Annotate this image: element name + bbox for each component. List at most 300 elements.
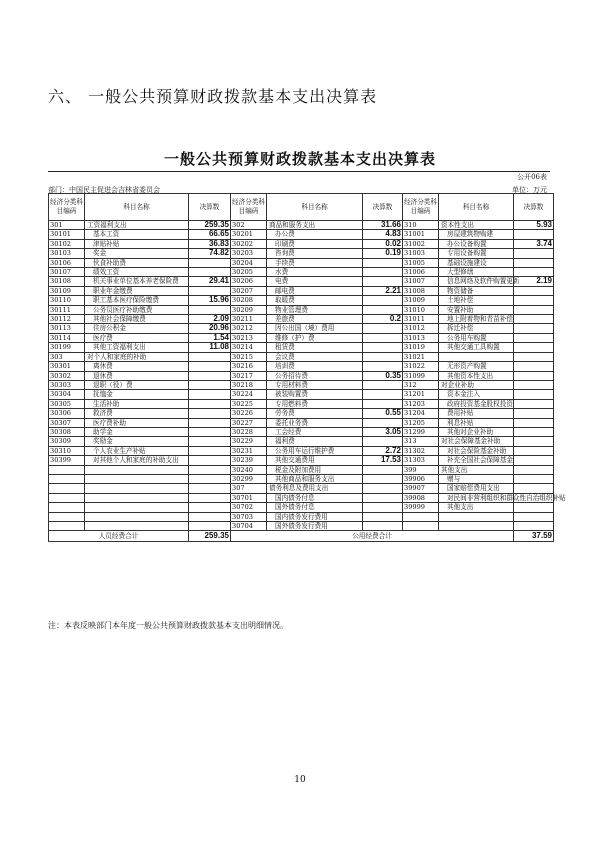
name-cell-1: 离休费 <box>85 362 189 371</box>
name-cell-3: 对民间非营利组织和群众性自治组织补贴 <box>439 493 514 502</box>
amount-cell-2 <box>363 484 403 493</box>
name-cell-2: 会议费 <box>267 352 363 361</box>
code-cell-1: 30112 <box>49 315 85 324</box>
name-cell-1: 生活补助 <box>85 399 189 408</box>
code-cell-1 <box>49 484 85 493</box>
code-cell-3: 31012 <box>403 324 439 333</box>
name-cell-3: 利息补贴 <box>439 418 514 427</box>
name-cell-2: 培训费 <box>267 362 363 371</box>
code-cell-2: 307 <box>231 484 267 493</box>
name-cell-2: 税金及附加费用 <box>267 465 363 474</box>
code-cell-1: 30110 <box>49 296 85 305</box>
code-cell-2: 30204 <box>231 258 267 267</box>
table-row <box>49 286 554 295</box>
table-row <box>49 221 554 230</box>
amount-cell-3 <box>514 315 554 324</box>
amount-cell-1: 29.41 <box>189 277 231 286</box>
amount-cell-1 <box>189 371 231 380</box>
code-cell-3: 31302 <box>403 446 439 455</box>
name-cell-1: 基本工资 <box>85 230 189 239</box>
code-cell-2: 30206 <box>231 277 267 286</box>
amount-cell-2: 31.66 <box>363 221 403 230</box>
name-cell-3: 专用设备购置 <box>439 249 514 258</box>
name-cell-2: 被装购置费 <box>267 390 363 399</box>
amount-cell-1 <box>189 456 231 465</box>
amount-cell-3 <box>514 380 554 389</box>
personnel-total-value: 259.35 <box>189 531 231 542</box>
amount-cell-1 <box>189 493 231 502</box>
code-cell-2: 30201 <box>231 230 267 239</box>
code-cell-2: 30240 <box>231 465 267 474</box>
header-name-1: 科目名称 <box>85 194 189 221</box>
code-cell-1: 30309 <box>49 437 85 446</box>
code-cell-2: 30225 <box>231 399 267 408</box>
code-cell-3: 31303 <box>403 456 439 465</box>
title-divider <box>48 171 550 172</box>
name-cell-2: 电费 <box>267 277 363 286</box>
name-cell-1: 职业年金缴费 <box>85 286 189 295</box>
code-cell-1 <box>49 522 85 531</box>
code-cell-1: 30114 <box>49 333 85 342</box>
code-cell-2: 30205 <box>231 268 267 277</box>
amount-cell-3 <box>514 503 554 512</box>
code-cell-1 <box>49 503 85 512</box>
table-row <box>49 352 554 361</box>
amount-cell-3 <box>514 427 554 436</box>
amount-cell-1 <box>189 390 231 399</box>
name-cell-3: 其他支出 <box>439 465 514 474</box>
code-cell-1: 30109 <box>49 286 85 295</box>
code-cell-2: 30215 <box>231 352 267 361</box>
amount-cell-3 <box>514 456 554 465</box>
name-cell-3: 政府投资基金股权投资 <box>439 399 514 408</box>
name-cell-3: 费用补贴 <box>439 409 514 418</box>
code-cell-3: 31204 <box>403 409 439 418</box>
name-cell-2: 因公出国（境）费用 <box>267 324 363 333</box>
table-row <box>49 484 554 493</box>
code-cell-3: 31010 <box>403 305 439 314</box>
code-cell-3: 399 <box>403 465 439 474</box>
code-cell-1: 30303 <box>49 380 85 389</box>
amount-cell-1 <box>189 503 231 512</box>
name-cell-2: 商品和服务支出 <box>267 221 363 230</box>
amount-cell-1 <box>189 446 231 455</box>
amount-cell-2 <box>363 333 403 342</box>
amount-cell-2 <box>363 437 403 446</box>
name-cell-2: 手续费 <box>267 258 363 267</box>
code-cell-3: 31003 <box>403 249 439 258</box>
header-code-2: 经济分类科目编码 <box>231 194 267 221</box>
name-cell-2: 办公费 <box>267 230 363 239</box>
header-name-2: 科目名称 <box>267 194 363 221</box>
amount-cell-2: 17.53 <box>363 456 403 465</box>
amount-cell-3 <box>514 324 554 333</box>
code-cell-2: 30231 <box>231 446 267 455</box>
table-row <box>49 418 554 427</box>
table-row <box>49 333 554 342</box>
name-cell-3: 其他资本性支出 <box>439 371 514 380</box>
code-cell-2: 30213 <box>231 333 267 342</box>
unit-label: 单位：万元 <box>512 186 547 194</box>
code-cell-3: 31205 <box>403 418 439 427</box>
table-row <box>49 230 554 239</box>
code-cell-2: 30218 <box>231 380 267 389</box>
amount-cell-3 <box>514 371 554 380</box>
name-cell-3: 其他对企业补助 <box>439 427 514 436</box>
name-cell-1 <box>85 484 189 493</box>
name-cell-3: 土地补偿 <box>439 296 514 305</box>
name-cell-3: 资本性支出 <box>439 221 514 230</box>
amount-cell-3 <box>514 362 554 371</box>
name-cell-2: 维修（护）费 <box>267 333 363 342</box>
code-cell-3: 31099 <box>403 371 439 380</box>
header-name-3: 科目名称 <box>439 194 514 221</box>
table-row <box>49 456 554 465</box>
name-cell-1: 助学金 <box>85 427 189 436</box>
amount-cell-2: 0.02 <box>363 239 403 248</box>
amount-cell-1: 66.65 <box>189 230 231 239</box>
amount-cell-2: 2.72 <box>363 446 403 455</box>
code-cell-3: 31203 <box>403 399 439 408</box>
name-cell-3: 资本金注入 <box>439 390 514 399</box>
amount-cell-1 <box>189 474 231 483</box>
table-row <box>49 437 554 446</box>
name-cell-2: 委托业务费 <box>267 418 363 427</box>
code-cell-1: 30310 <box>49 446 85 455</box>
code-cell-1: 303 <box>49 352 85 361</box>
amount-cell-3 <box>514 230 554 239</box>
code-cell-3: 39906 <box>403 474 439 483</box>
code-cell-1: 30306 <box>49 409 85 418</box>
name-cell-3: 房屋建筑物购建 <box>439 230 514 239</box>
amount-cell-1 <box>189 522 231 531</box>
code-cell-3: 39908 <box>403 493 439 502</box>
name-cell-3: 信息网络及软件购置更新 <box>439 277 514 286</box>
table-row <box>49 268 554 277</box>
name-cell-3: 基础设施建设 <box>439 258 514 267</box>
amount-cell-2 <box>363 277 403 286</box>
amount-cell-1 <box>189 352 231 361</box>
code-cell-2: 30703 <box>231 512 267 521</box>
table-row <box>49 465 554 474</box>
table-row <box>49 493 554 502</box>
code-cell-2: 30209 <box>231 305 267 314</box>
amount-cell-3 <box>514 399 554 408</box>
name-cell-1: 抚恤金 <box>85 390 189 399</box>
code-cell-3: 31201 <box>403 390 439 399</box>
code-cell-3: 31002 <box>403 239 439 248</box>
code-cell-1: 30305 <box>49 399 85 408</box>
table-row <box>49 277 554 286</box>
name-cell-3: 赠与 <box>439 474 514 483</box>
code-cell-2: 30704 <box>231 522 267 531</box>
table-row <box>49 315 554 324</box>
code-cell-1: 30301 <box>49 362 85 371</box>
amount-cell-3 <box>514 474 554 483</box>
amount-cell-2: 0.35 <box>363 371 403 380</box>
name-cell-2: 物业管理费 <box>267 305 363 314</box>
code-cell-2: 30216 <box>231 362 267 371</box>
code-cell-3: 31007 <box>403 277 439 286</box>
name-cell-3: 公务用车购置 <box>439 333 514 342</box>
amount-cell-3: 5.93 <box>514 221 554 230</box>
amount-cell-2: 0.55 <box>363 409 403 418</box>
code-cell-1: 30304 <box>49 390 85 399</box>
amount-cell-3 <box>514 512 554 521</box>
amount-cell-3: 2.19 <box>514 277 554 286</box>
amount-cell-3 <box>514 484 554 493</box>
code-cell-2: 30217 <box>231 371 267 380</box>
name-cell-1 <box>85 522 189 531</box>
code-cell-3: 39907 <box>403 484 439 493</box>
amount-cell-1: 20.96 <box>189 324 231 333</box>
amount-cell-3: 3.74 <box>514 239 554 248</box>
amount-cell-3 <box>514 343 554 352</box>
amount-cell-2 <box>363 324 403 333</box>
name-cell-1: 个人农业生产补贴 <box>85 446 189 455</box>
amount-cell-3 <box>514 465 554 474</box>
name-cell-2: 专用材料费 <box>267 380 363 389</box>
amount-cell-1 <box>189 409 231 418</box>
name-cell-2: 国内债务发行费用 <box>267 512 363 521</box>
amount-cell-3 <box>514 352 554 361</box>
code-cell-2: 30228 <box>231 427 267 436</box>
name-cell-3: 对企业补助 <box>439 380 514 389</box>
name-cell-1 <box>85 503 189 512</box>
amount-cell-2 <box>363 512 403 521</box>
code-cell-1: 30108 <box>49 277 85 286</box>
code-cell-2: 30701 <box>231 493 267 502</box>
name-cell-1: 工资福利支出 <box>85 221 189 230</box>
code-cell-1: 30102 <box>49 239 85 248</box>
table-row <box>49 305 554 314</box>
name-cell-1: 对个人和家庭的补助 <box>85 352 189 361</box>
amount-cell-3 <box>514 437 554 446</box>
code-cell-1: 30107 <box>49 268 85 277</box>
name-cell-1: 津贴补贴 <box>85 239 189 248</box>
amount-cell-2 <box>363 296 403 305</box>
code-cell-3: 31022 <box>403 362 439 371</box>
header-amount-2: 决算数 <box>363 194 403 221</box>
amount-cell-2: 0.2 <box>363 315 403 324</box>
name-cell-1: 职工基本医疗保险缴费 <box>85 296 189 305</box>
name-cell-3: 办公设备购置 <box>439 239 514 248</box>
code-cell-2: 30214 <box>231 343 267 352</box>
amount-cell-2 <box>363 362 403 371</box>
name-cell-1: 医疗费补助 <box>85 418 189 427</box>
amount-cell-3 <box>514 258 554 267</box>
table-row <box>49 427 554 436</box>
name-cell-2: 其他交通费用 <box>267 456 363 465</box>
name-cell-1 <box>85 465 189 474</box>
name-cell-3: 其他交通工具购置 <box>439 343 514 352</box>
name-cell-1: 对其他个人和家庭的补助支出 <box>85 456 189 465</box>
code-cell-3: 31021 <box>403 352 439 361</box>
code-cell-2: 302 <box>231 221 267 230</box>
name-cell-3: 地上附着物和青苗补偿 <box>439 315 514 324</box>
name-cell-2: 债务利息及费用支出 <box>267 484 363 493</box>
code-cell-1: 30302 <box>49 371 85 380</box>
amount-cell-3 <box>514 333 554 342</box>
amount-cell-3 <box>514 446 554 455</box>
amount-cell-1: 259.35 <box>189 221 231 230</box>
amount-cell-3 <box>514 409 554 418</box>
table-row <box>49 512 554 521</box>
code-cell-2: 30212 <box>231 324 267 333</box>
table-row <box>49 399 554 408</box>
name-cell-2: 工会经费 <box>267 427 363 436</box>
code-cell-3: 31005 <box>403 258 439 267</box>
code-cell-1 <box>49 474 85 483</box>
name-cell-2: 国外债务付息 <box>267 503 363 512</box>
code-cell-2: 30211 <box>231 315 267 324</box>
code-cell-2: 30207 <box>231 286 267 295</box>
public-total-value: 37.59 <box>514 531 554 542</box>
name-cell-3 <box>439 522 514 531</box>
totals-row <box>49 531 554 542</box>
amount-cell-2 <box>363 474 403 483</box>
amount-cell-2: 0.19 <box>363 249 403 258</box>
name-cell-2: 印刷费 <box>267 239 363 248</box>
table-row <box>49 371 554 380</box>
table-row <box>49 258 554 267</box>
code-cell-3: 31006 <box>403 268 439 277</box>
amount-cell-1 <box>189 380 231 389</box>
name-cell-1: 伙食补助费 <box>85 258 189 267</box>
table-row <box>49 380 554 389</box>
amount-cell-3 <box>514 390 554 399</box>
code-cell-2: 30299 <box>231 474 267 483</box>
personnel-total-label: 人员经费合计 <box>49 531 189 542</box>
table-row <box>49 446 554 455</box>
amount-cell-3 <box>514 296 554 305</box>
amount-cell-3 <box>514 249 554 258</box>
amount-cell-1: 2.09 <box>189 315 231 324</box>
amount-cell-1: 74.82 <box>189 249 231 258</box>
code-cell-1 <box>49 465 85 474</box>
amount-cell-3 <box>514 286 554 295</box>
name-cell-3: 对社会保障基金补助 <box>439 437 514 446</box>
amount-cell-1: 11.08 <box>189 343 231 352</box>
name-cell-3: 国家赔偿费用支出 <box>439 484 514 493</box>
amount-cell-2 <box>363 258 403 267</box>
name-cell-1: 退职（役）费 <box>85 380 189 389</box>
header-amount-1: 决算数 <box>189 194 231 221</box>
table-row <box>49 343 554 352</box>
table-header-row <box>49 194 554 221</box>
amount-cell-1 <box>189 427 231 436</box>
amount-cell-1: 36.83 <box>189 239 231 248</box>
code-cell-3: 31009 <box>403 296 439 305</box>
amount-cell-2: 3.05 <box>363 427 403 436</box>
expenditure-table <box>48 193 566 542</box>
table-row <box>49 362 554 371</box>
amount-cell-2 <box>363 503 403 512</box>
name-cell-2: 其他商品和服务支出 <box>267 474 363 483</box>
public-total-label: 公用经费合计 <box>231 531 514 542</box>
amount-cell-1 <box>189 418 231 427</box>
table-row <box>49 249 554 258</box>
code-cell-2: 30229 <box>231 437 267 446</box>
table-row <box>49 474 554 483</box>
code-cell-3: 31008 <box>403 286 439 295</box>
code-cell-2: 30208 <box>231 296 267 305</box>
code-cell-1 <box>49 493 85 502</box>
table-row <box>49 409 554 418</box>
name-cell-3: 大型修缮 <box>439 268 514 277</box>
section-heading: 六、 一般公共预算财政拨款基本支出决算表 <box>48 87 378 106</box>
name-cell-3: 对社会保险基金补助 <box>439 446 514 455</box>
name-cell-1: 救济费 <box>85 409 189 418</box>
code-cell-2: 30702 <box>231 503 267 512</box>
name-cell-1: 住房公积金 <box>85 324 189 333</box>
table-row <box>49 390 554 399</box>
name-cell-3: 其他支出 <box>439 503 514 512</box>
amount-cell-1 <box>189 362 231 371</box>
amount-cell-2 <box>363 390 403 399</box>
name-cell-1: 退休费 <box>85 371 189 380</box>
table-row <box>49 324 554 333</box>
amount-cell-3 <box>514 522 554 531</box>
code-cell-3: 39999 <box>403 503 439 512</box>
name-cell-1: 其他社会保障缴费 <box>85 315 189 324</box>
name-cell-1: 奖励金 <box>85 437 189 446</box>
name-cell-1: 机关事业单位基本养老保险费 <box>85 277 189 286</box>
name-cell-1: 奖金 <box>85 249 189 258</box>
name-cell-1: 医疗费 <box>85 333 189 342</box>
amount-cell-1 <box>189 512 231 521</box>
name-cell-2: 取暖费 <box>267 296 363 305</box>
amount-cell-1 <box>189 484 231 493</box>
amount-cell-2 <box>363 465 403 474</box>
code-cell-3: 31011 <box>403 315 439 324</box>
code-cell-2: 30239 <box>231 456 267 465</box>
amount-cell-2 <box>363 268 403 277</box>
code-cell-1: 30111 <box>49 305 85 314</box>
header-code-3: 经济分类科目编码 <box>403 194 439 221</box>
name-cell-2: 劳务费 <box>267 409 363 418</box>
name-cell-2: 国内债务付息 <box>267 493 363 502</box>
header-amount-3: 决算数 <box>514 194 554 221</box>
code-cell-3: 31001 <box>403 230 439 239</box>
name-cell-1 <box>85 493 189 502</box>
code-cell-1: 30101 <box>49 230 85 239</box>
code-cell-3 <box>403 512 439 521</box>
amount-cell-1: 15.96 <box>189 296 231 305</box>
name-cell-3 <box>439 512 514 521</box>
name-cell-3: 物资储备 <box>439 286 514 295</box>
code-cell-1: 30399 <box>49 456 85 465</box>
amount-cell-3 <box>514 418 554 427</box>
code-cell-1: 30113 <box>49 324 85 333</box>
code-cell-2: 30203 <box>231 249 267 258</box>
page-number: 10 <box>294 775 306 785</box>
name-cell-2: 咨询费 <box>267 249 363 258</box>
name-cell-1: 公务员医疗补助缴费 <box>85 305 189 314</box>
code-cell-1 <box>49 512 85 521</box>
name-cell-1: 其他工资福利支出 <box>85 343 189 352</box>
table-row <box>49 239 554 248</box>
amount-cell-2 <box>363 343 403 352</box>
name-cell-1 <box>85 474 189 483</box>
amount-cell-2: 4.83 <box>363 230 403 239</box>
table-row <box>49 296 554 305</box>
name-cell-2: 专用燃料费 <box>267 399 363 408</box>
code-cell-1: 30106 <box>49 258 85 267</box>
form-number: 公开06表 <box>517 173 547 181</box>
header-code-1: 经济分类科目编码 <box>49 194 85 221</box>
code-cell-2: 30202 <box>231 239 267 248</box>
